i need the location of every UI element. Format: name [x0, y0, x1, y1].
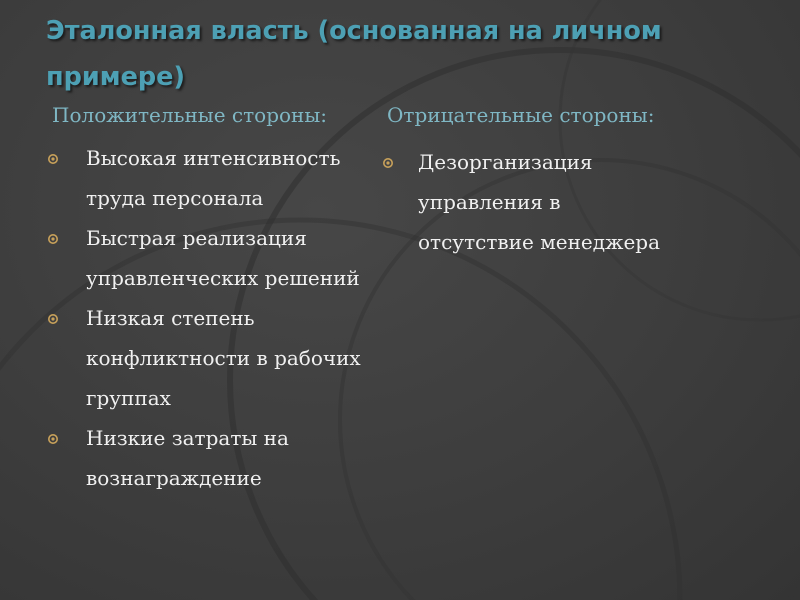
- circle-bullet-icon: [47, 313, 59, 325]
- negative-heading: Отрицательные стороны:: [387, 103, 655, 127]
- positive-heading: Положительные стороны:: [52, 103, 328, 127]
- circle-bullet-icon: [47, 433, 59, 445]
- list-item: [0, 418, 370, 498]
- list-item: [378, 142, 678, 262]
- slide-title: Эталонная власть (основанная на личном примере): [46, 16, 662, 92]
- positive-list: [0, 138, 370, 498]
- circle-bullet-icon: [382, 157, 394, 169]
- list-item-text: Высокая интенсивность труда персонала: [86, 146, 341, 210]
- circle-bullet-icon: [47, 233, 59, 245]
- list-item: [0, 298, 370, 418]
- negative-column: [378, 98, 678, 262]
- list-item-text: Низкая степень конфликтности в рабочих группах: [86, 306, 361, 410]
- list-item-text: Быстрая реализация управленческих решений: [86, 226, 360, 290]
- list-item-text: Дезорганизация управления в отсутствие менеджера: [418, 150, 661, 254]
- list-item-text: Низкие затраты на вознаграждение: [86, 426, 289, 490]
- list-item: [0, 138, 370, 218]
- positive-column: [0, 98, 370, 498]
- list-item: [0, 218, 370, 298]
- circle-bullet-icon: [47, 153, 59, 165]
- negative-list: [378, 142, 678, 262]
